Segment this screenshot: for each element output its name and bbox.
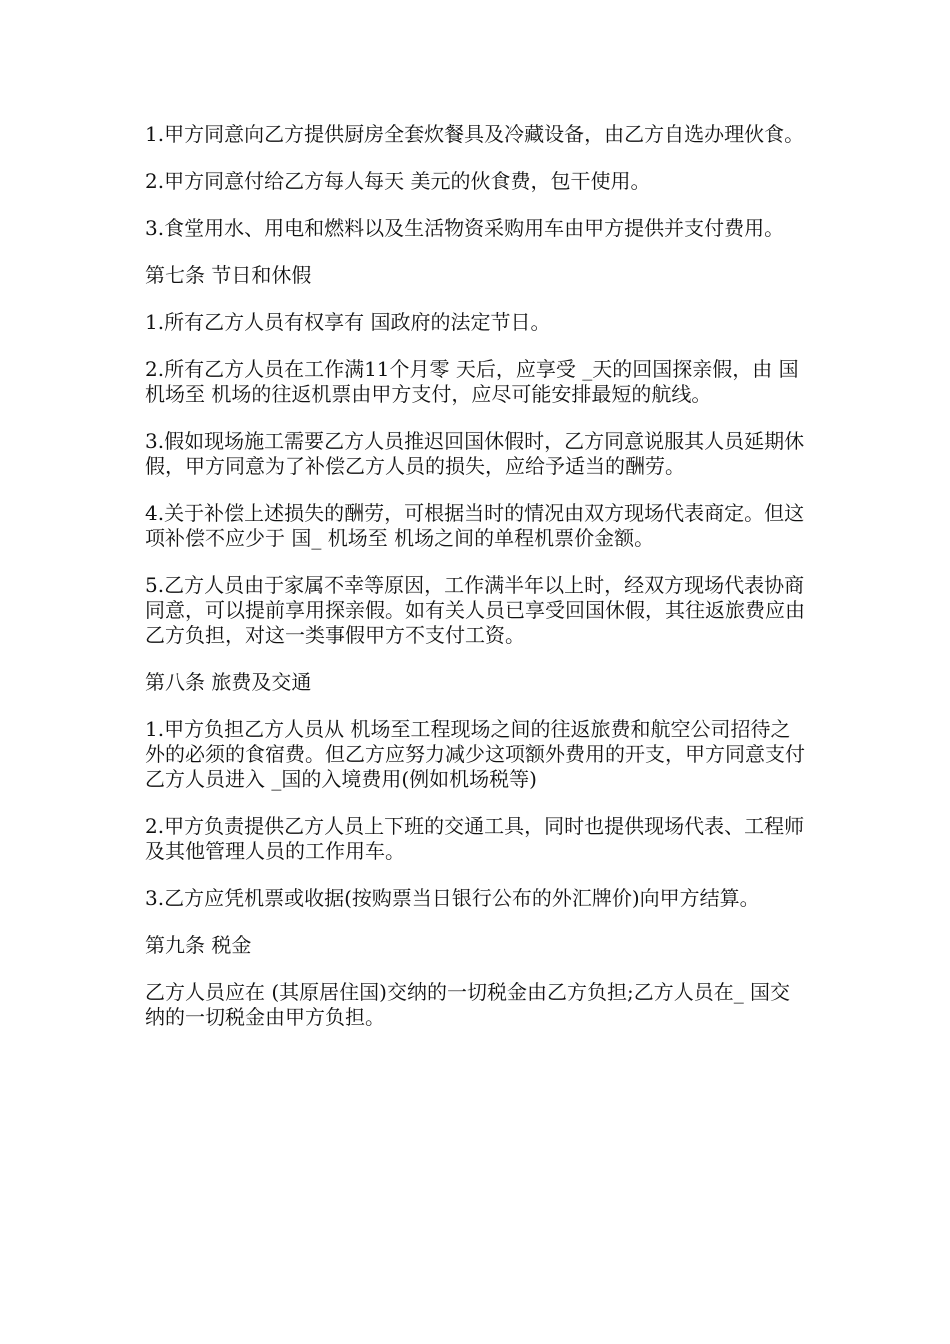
paragraph-settlement: 3.乙方应凭机票或收据(按购票当日银行公布的外汇牌价)向甲方结算。 [145,886,760,910]
heading-article-9: 第九条 税金 [145,933,252,957]
paragraph-home-leave: 2.所有乙方人员在工作满11个月零 天后，应享受 _天的回国探亲假，由 国 机场至 机场的往返机票由甲方支付，应尽可能安排最短的航线。 [145,357,805,406]
paragraph-leave-postponement: 3.假如现场施工需要乙方人员推迟回国休假时，乙方同意说服其人员延期休假，甲方同意为了补偿乙方人员的损失，应给予适当的酬劳。 [145,429,805,478]
paragraph-meal-equipment: 1.甲方同意向乙方提供厨房全套炊餐具及冷藏设备，由乙方自选办理伙食。 [145,122,805,146]
paragraph-travel-expenses: 1.甲方负担乙方人员从 机场至工程现场之间的往返旅费和航空公司招待之外的必须的食宿费。但乙方应努力减少这项额外费用的开支，甲方同意支付乙方人员进入 _国的入境费用(例如机场税等) [145,717,805,791]
paragraph-compensation: 4.关于补偿上述损失的酬劳，可根据当时的情况由双方现场代表商定。但这项补偿不应少于 国_ 机场至 机场之间的单程机票价金额。 [145,501,805,550]
heading-article-8: 第八条 旅费及交通 [145,670,312,694]
paragraph-holidays: 1.所有乙方人员有权享有 国政府的法定节日。 [145,310,551,334]
document-body [145,122,810,1052]
paragraph-early-leave: 5.乙方人员由于家属不幸等原因，工作满半年以上时，经双方现场代表协商同意，可以提前享用探亲假。如有关人员已享受回国休假，其往返旅费应由乙方负担，对这一类事假甲方不支付工资。 [145,573,805,647]
paragraph-taxes: 乙方人员应在 (其原居住国)交纳的一切税金由乙方负担;乙方人员在_ 国交纳的一切税金由甲方负担。 [145,980,791,1029]
paragraph-canteen-costs: 3.食堂用水、用电和燃料以及生活物资采购用车由甲方提供并支付费用。 [145,216,785,240]
paragraph-transport: 2.甲方负责提供乙方人员上下班的交通工具，同时也提供现场代表、工程师及其他管理人员的工作用车。 [145,814,805,863]
heading-article-7: 第七条 节日和休假 [145,263,312,287]
paragraph-meal-allowance: 2.甲方同意付给乙方每人每天 美元的伙食费，包干使用。 [145,169,651,193]
